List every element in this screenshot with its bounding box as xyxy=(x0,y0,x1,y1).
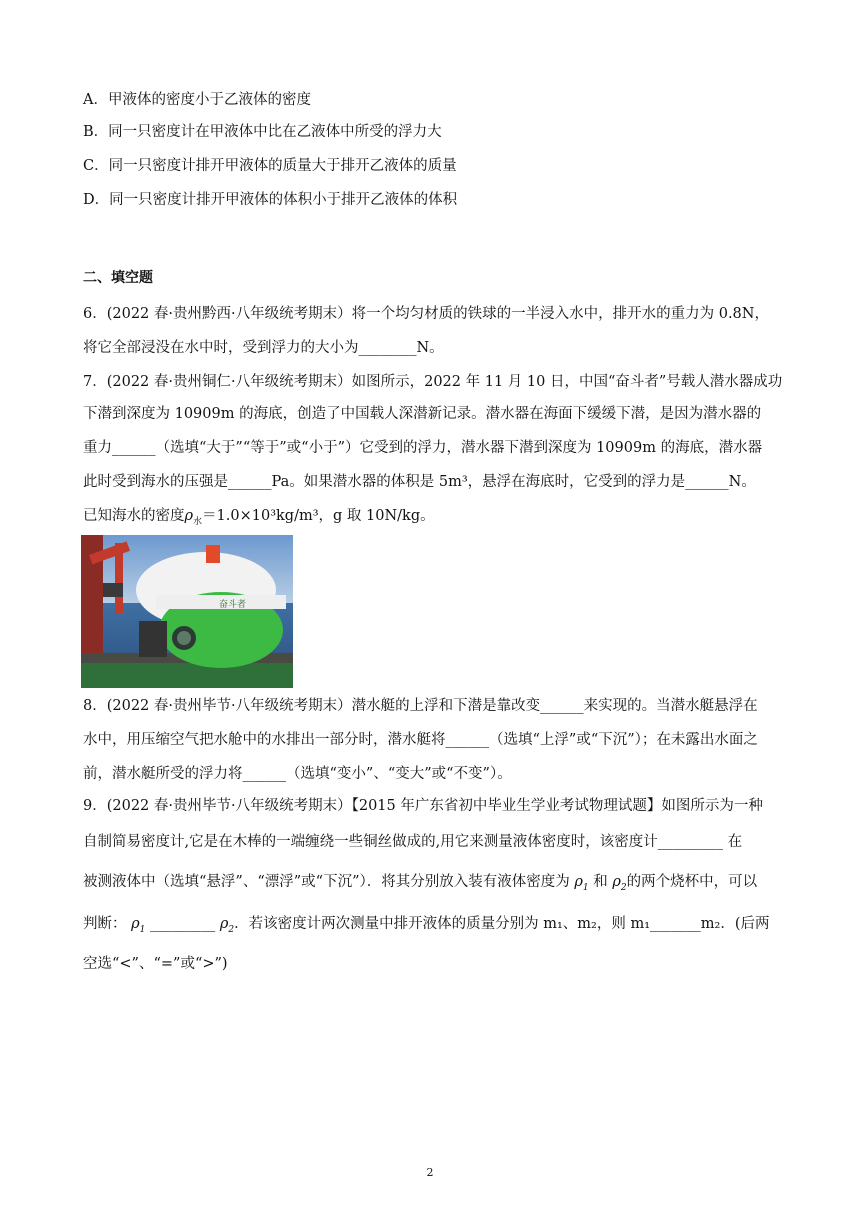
option-c: C．同一只密度计排开甲液体的质量大于排开乙液体的质量 xyxy=(83,158,457,174)
q6-line1: 6．(2022 春·贵州黔西·八年级统考期末）将一个均匀材质的铁球的一半浸入水中，排开水的重力为 0.8N， xyxy=(83,306,769,322)
q9-line2: 自制简易密度计,它是在木棒的一端缠绕一些铜丝做成的,用它来测量液体密度时，该密度计_________ 在 xyxy=(83,834,743,850)
rho2-symbol: $\rho_2$ xyxy=(219,916,235,935)
submersible-label: 奋斗者 xyxy=(219,600,247,610)
section-title: 二、填空题 xyxy=(83,270,153,286)
q7-line5: 已知海水的密度$\rho_水=1.0\times 10^3kg/m^3$，g 取 10N/kg。 xyxy=(83,508,435,527)
option-a: A．甲液体的密度小于乙液体的密度 xyxy=(83,92,311,108)
q9-line5: 空选“<”、“=”或“>”) xyxy=(83,956,228,972)
rho1-symbol: $\rho_1$ xyxy=(131,916,146,935)
rho1-symbol: $\rho_1$ xyxy=(574,874,589,893)
option-d: D．同一只密度计排开甲液体的体积小于排开乙液体的体积 xyxy=(83,192,458,208)
q7-line3: 重力______（选填“大于”“等于”或“小于”）它受到的浮力，潜水器下潜到深度为 10909m 的海底，潜水器 xyxy=(83,440,763,456)
q6-line2: 将它全部浸没在水中时，受到浮力的大小为________N。 xyxy=(83,340,444,356)
submersible-photo xyxy=(81,535,293,688)
q7-line1: 7．(2022 春·贵州铜仁·八年级统考期末）如图所示，2022 年 11 月 10 日，中国“奋斗者”号载人潜水器成功 xyxy=(83,374,783,390)
q7-line2: 下潜到深度为 10909m 的海底，创造了中国载人深潜新记录。潜水器在海面下缓缓下潜，是因为潜水器的 xyxy=(83,406,762,422)
q8-line1: 8．(2022 春·贵州毕节·八年级统考期末）潜水艇的上浮和下潜是靠改变______来实现的。当潜水艇悬浮在 xyxy=(83,698,758,714)
page-number: 2 xyxy=(426,1166,434,1179)
q9-line3: 被测液体中（选填“悬浮”、“漂浮”或“下沉”）．将其分别放入装有液体密度为 $\rho_1$ 和 $\rho_2$的两个烧杯中，可以 xyxy=(83,874,758,893)
q8-line3: 前，潜水艇所受的浮力将______（选填“变小”、“变大”或“不变”）。 xyxy=(83,766,512,782)
q9-line1: 9．(2022 春·贵州毕节·八年级统考期末）【2015 年广东省初中毕业生学业考试物理试题】如图所示为一种 xyxy=(83,798,763,814)
q7-line4: 此时受到海水的压强是______Pa。如果潜水器的体积是 5m³，悬浮在海底时，它受到的浮力是______N。 xyxy=(83,474,756,490)
q9-line4: 判断： $\rho_1$ _________ $\rho_2$．若该密度计两次测量中排开液体的质量分别为 m₁、m₂，则 m₁_______m₂．(后两 xyxy=(83,916,770,935)
option-b: B．同一只密度计在甲液体中比在乙液体中所受的浮力大 xyxy=(83,124,442,140)
rho2-symbol: $\rho_2$ xyxy=(612,874,627,893)
q8-line2: 水中，用压缩空气把水舱中的水排出一部分时，潜水艇将______（选填“上浮”或“下沉”）；在未露出水面之 xyxy=(83,732,758,748)
